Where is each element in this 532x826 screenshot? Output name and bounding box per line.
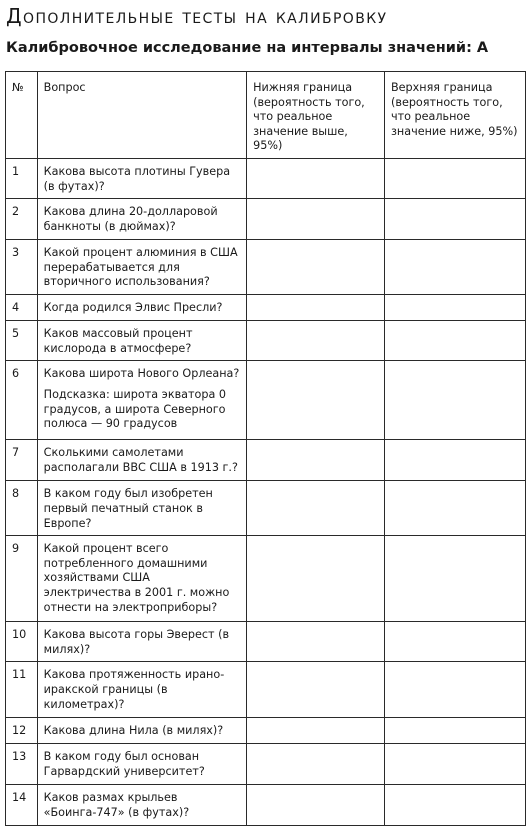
table-row xyxy=(6,240,526,295)
header-question: Вопрос xyxy=(37,72,246,159)
table-row xyxy=(6,536,526,622)
table-title: Калибровочное исследование на интервалы значений: А xyxy=(6,40,489,56)
table-row xyxy=(6,158,526,198)
header-lower-line: (вероятность того, xyxy=(253,95,365,109)
table-row xyxy=(6,440,526,481)
header-upper-line: (вероятность того, xyxy=(390,95,503,109)
header-upper-bound xyxy=(384,72,525,159)
upper-bound-cell[interactable] xyxy=(384,295,525,321)
upper-bound-cell[interactable] xyxy=(384,158,525,198)
row-number: 12 xyxy=(6,718,38,744)
table-row xyxy=(6,662,526,718)
row-number: 7 xyxy=(6,440,38,481)
row-question: Какова длина 20-долларовой банкноты (в дюймах)? xyxy=(37,199,246,240)
header-upper-line: что реальное xyxy=(390,110,471,124)
upper-bound-cell[interactable] xyxy=(384,744,525,785)
header-lower-line: что реальное xyxy=(253,110,333,124)
upper-bound-cell[interactable] xyxy=(384,481,525,536)
table-row xyxy=(6,622,526,662)
lower-bound-cell[interactable] xyxy=(247,158,385,198)
row-question: Каков размах крыльев «Боинга-747» (в футах)? xyxy=(37,785,246,826)
header-lower-bound xyxy=(247,72,385,159)
lower-bound-cell[interactable] xyxy=(247,199,385,240)
table-row xyxy=(6,321,526,361)
upper-bound-cell[interactable] xyxy=(384,440,525,481)
lower-bound-cell[interactable] xyxy=(247,321,385,361)
row-question: Какова длина Нила (в милях)? xyxy=(37,718,246,744)
row-number: 6 xyxy=(6,361,38,440)
header-lower-line: значение выше, 95%) xyxy=(253,124,348,153)
lower-bound-cell[interactable] xyxy=(247,240,385,295)
upper-bound-cell[interactable] xyxy=(384,718,525,744)
table-row xyxy=(6,481,526,536)
table-header-row xyxy=(6,72,526,159)
row-question: Какой процент алюминия в США перерабатывается для вторичного использования? xyxy=(37,240,246,295)
row-number: 3 xyxy=(6,240,38,295)
row-number: 5 xyxy=(6,321,38,361)
upper-bound-cell[interactable] xyxy=(384,361,525,440)
row-question: Каков массовый процент кислорода в атмосфере? xyxy=(37,321,246,361)
lower-bound-cell[interactable] xyxy=(247,785,385,826)
lower-bound-cell[interactable] xyxy=(247,440,385,481)
page-heading: Дополнительные тесты на калибровку xyxy=(6,4,388,28)
upper-bound-cell[interactable] xyxy=(384,785,525,826)
upper-bound-cell[interactable] xyxy=(384,536,525,622)
upper-bound-cell[interactable] xyxy=(384,321,525,361)
lower-bound-cell[interactable] xyxy=(247,481,385,536)
header-number: № xyxy=(6,72,38,159)
row-number: 9 xyxy=(6,536,38,622)
header-upper-line: Верхняя граница xyxy=(390,81,493,94)
header-lower-line: Нижняя граница xyxy=(253,81,353,94)
table-row xyxy=(6,744,526,785)
row-number: 1 xyxy=(6,158,38,198)
row-number: 8 xyxy=(6,481,38,536)
header-upper-line: значение ниже, 95%) xyxy=(390,124,518,138)
table-row xyxy=(6,785,526,826)
table-row xyxy=(6,718,526,744)
row-question: Какова протяженность ирано-иракской границы (в километрах)? xyxy=(37,662,246,718)
row-number: 4 xyxy=(6,295,38,321)
row-number: 2 xyxy=(6,199,38,240)
lower-bound-cell[interactable] xyxy=(247,662,385,718)
row-question: Сколькими самолетами располагали ВВС США в 1913 г.? xyxy=(37,440,246,481)
lower-bound-cell[interactable] xyxy=(247,718,385,744)
row-question: Какова высота плотины Гувера (в футах)? xyxy=(37,158,246,198)
row-number: 14 xyxy=(6,785,38,826)
row-question: Какова высота горы Эверест (в милях)? xyxy=(37,622,246,662)
table-row xyxy=(6,199,526,240)
row-question: Какова широта Нового Орлеана? xyxy=(43,367,240,381)
upper-bound-cell[interactable] xyxy=(384,622,525,662)
calibration-table xyxy=(5,71,526,826)
row-question-with-hint xyxy=(37,361,246,440)
lower-bound-cell[interactable] xyxy=(247,361,385,440)
table-row xyxy=(6,295,526,321)
lower-bound-cell[interactable] xyxy=(247,622,385,662)
upper-bound-cell[interactable] xyxy=(384,199,525,240)
row-number: 11 xyxy=(6,662,38,718)
lower-bound-cell[interactable] xyxy=(247,295,385,321)
table-row xyxy=(6,361,526,440)
row-question: В каком году был изобретен первый печатный станок в Европе? xyxy=(37,481,246,536)
row-hint: Подсказка: широта экватора 0 градусов, а широта Северного полюса — 90 градусов xyxy=(43,387,227,431)
row-number: 10 xyxy=(6,622,38,662)
lower-bound-cell[interactable] xyxy=(247,744,385,785)
row-question: В каком году был основан Гарвардский университет? xyxy=(37,744,246,785)
upper-bound-cell[interactable] xyxy=(384,240,525,295)
row-question: Какой процент всего потребленного домашними хозяйствами США электричества в 2001 г. можно отнести на электроприборы? xyxy=(37,536,246,622)
row-question: Когда родился Элвис Пресли? xyxy=(37,295,246,321)
row-number: 13 xyxy=(6,744,38,785)
upper-bound-cell[interactable] xyxy=(384,662,525,718)
lower-bound-cell[interactable] xyxy=(247,536,385,622)
